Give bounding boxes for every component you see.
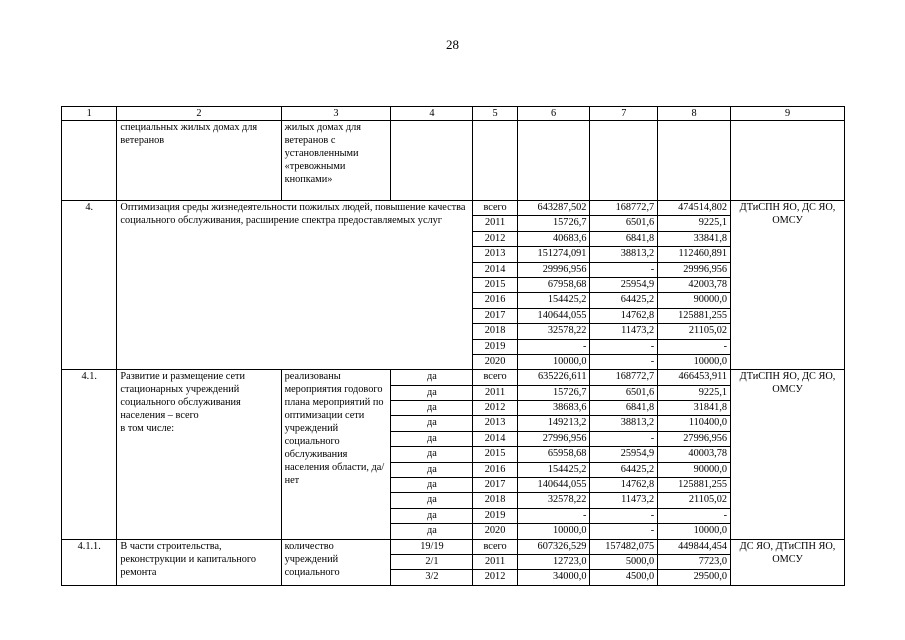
continuation-indicator: жилых домах для ветеранов с установленными «тревожными кнопками» [281,121,391,201]
federal-funding-cell: 14762,8 [590,478,658,493]
indicator-value-cell: 3/2 [391,570,473,585]
year-cell: 2017 [473,478,517,493]
regional-funding-cell: - [658,339,731,354]
indicator-cell: реализованы мероприятия годового плана мероприятий по оптимизации сети учреждений социального обслуживания населения области, да/нет [281,370,391,539]
regional-funding-cell: 125881,255 [658,478,731,493]
federal-funding-cell: - [590,354,658,369]
year-cell: 2014 [473,431,517,446]
regional-funding-cell: 466453,911 [658,370,731,385]
federal-funding-cell: 14762,8 [590,308,658,323]
federal-funding-cell: 4500,0 [590,570,658,585]
year-cell: 2016 [473,462,517,477]
regional-funding-cell: 9225,1 [658,216,731,231]
header-cell: 4 [391,107,473,121]
total-funding-cell: - [517,508,590,523]
year-cell: 2019 [473,508,517,523]
total-funding-cell: 15726,7 [517,216,590,231]
table-row [62,201,845,216]
total-funding-cell: 151274,091 [517,247,590,262]
year-cell: 2014 [473,262,517,277]
regional-funding-cell: - [658,508,731,523]
indicator-value-cell: да [391,478,473,493]
year-cell: 2011 [473,216,517,231]
total-funding-cell: 149213,2 [517,416,590,431]
section-subtitle: в том числе: [120,423,175,435]
section-number: 4.1.1. [62,539,117,585]
indicator-value-cell: 2/1 [391,554,473,569]
regional-funding-cell: 21105,02 [658,324,731,339]
federal-funding-cell: 38813,2 [590,247,658,262]
federal-funding-cell: 6841,8 [590,401,658,416]
year-cell: 2015 [473,277,517,292]
year-cell: 2017 [473,308,517,323]
year-cell: 2020 [473,354,517,369]
section-number: 4. [62,201,117,370]
federal-funding-cell: 64425,2 [590,462,658,477]
total-funding-cell: 67958,68 [517,277,590,292]
regional-funding-cell: 29500,0 [658,570,731,585]
total-funding-cell: 15726,7 [517,385,590,400]
indicator-value-cell: да [391,508,473,523]
federal-funding-cell: - [590,262,658,277]
indicator-value-cell: да [391,370,473,385]
total-funding-cell: 154425,2 [517,293,590,308]
total-funding-cell: 154425,2 [517,462,590,477]
year-cell: 2012 [473,570,517,585]
year-cell: 2016 [473,293,517,308]
regional-funding-cell: 90000,0 [658,293,731,308]
executor-cell: ДС ЯО, ДТиСПН ЯО, ОМСУ [731,539,845,585]
indicator-value-cell: да [391,385,473,400]
executor-cell: ДТиСПН ЯО, ДС ЯО, ОМСУ [731,370,845,539]
section-title: Оптимизация среды жизнедеятельности пожилых людей, повышение качества социального обслуживания, расширение спектра предоставляемых услуг [117,201,473,370]
federal-funding-cell: 25954,9 [590,277,658,292]
federal-funding-cell: 6841,8 [590,231,658,246]
indicator-value-cell: да [391,462,473,477]
year-cell: 2020 [473,524,517,539]
regional-funding-cell: 449844,454 [658,539,731,554]
regional-funding-cell: 7723,0 [658,554,731,569]
header-cell: 3 [281,107,391,121]
year-cell: 2012 [473,231,517,246]
regional-funding-cell: 90000,0 [658,462,731,477]
total-funding-cell: - [517,339,590,354]
federal-funding-cell: - [590,339,658,354]
federal-funding-cell: 11473,2 [590,324,658,339]
regional-funding-cell: 9225,1 [658,385,731,400]
regional-funding-cell: 10000,0 [658,354,731,369]
total-funding-cell: 38683,6 [517,401,590,416]
total-funding-cell: 29996,956 [517,262,590,277]
indicator-cell: количество учреждений социального [281,539,391,585]
header-cell: 7 [590,107,658,121]
regional-funding-cell: 125881,255 [658,308,731,323]
total-funding-cell: 32578,22 [517,493,590,508]
federal-funding-cell: 157482,075 [590,539,658,554]
section-title-cell [117,370,281,539]
executor-cell: ДТиСПН ЯО, ДС ЯО, ОМСУ [731,201,845,370]
program-table [61,106,845,586]
continuation-measure: специальных жилых домах для ветеранов [117,121,281,201]
section-number: 4.1. [62,370,117,539]
year-cell: всего [473,539,517,554]
total-funding-cell: 607326,529 [517,539,590,554]
year-cell: 2019 [473,339,517,354]
indicator-value-cell: да [391,401,473,416]
indicator-value-cell: да [391,431,473,446]
regional-funding-cell: 40003,78 [658,447,731,462]
regional-funding-cell: 110400,0 [658,416,731,431]
header-cell: 8 [658,107,731,121]
header-cell: 1 [62,107,117,121]
federal-funding-cell: - [590,431,658,446]
total-funding-cell: 40683,6 [517,231,590,246]
header-cell: 6 [517,107,590,121]
year-cell: всего [473,370,517,385]
federal-funding-cell: 11473,2 [590,493,658,508]
regional-funding-cell: 474514,802 [658,201,731,216]
year-cell: 2013 [473,247,517,262]
regional-funding-cell: 31841,8 [658,401,731,416]
total-funding-cell: 32578,22 [517,324,590,339]
indicator-value-cell: 19/19 [391,539,473,554]
total-funding-cell: 34000,0 [517,570,590,585]
federal-funding-cell: - [590,524,658,539]
federal-funding-cell: 5000,0 [590,554,658,569]
total-funding-cell: 140644,055 [517,478,590,493]
federal-funding-cell: 25954,9 [590,447,658,462]
federal-funding-cell: 38813,2 [590,416,658,431]
total-funding-cell: 12723,0 [517,554,590,569]
year-cell: 2011 [473,554,517,569]
header-cell: 5 [473,107,517,121]
continuation-row [62,121,845,201]
regional-funding-cell: 42003,78 [658,277,731,292]
total-funding-cell: 27996,956 [517,431,590,446]
header-row [62,107,845,121]
total-funding-cell: 643287,502 [517,201,590,216]
table-row [62,539,845,554]
total-funding-cell: 10000,0 [517,524,590,539]
total-funding-cell: 10000,0 [517,354,590,369]
total-funding-cell: 140644,055 [517,308,590,323]
federal-funding-cell: 6501,6 [590,385,658,400]
header-cell: 2 [117,107,281,121]
table-row [62,370,845,385]
indicator-value-cell: да [391,524,473,539]
year-cell: 2012 [473,401,517,416]
federal-funding-cell: - [590,508,658,523]
regional-funding-cell: 21105,02 [658,493,731,508]
regional-funding-cell: 112460,891 [658,247,731,262]
indicator-value-cell: да [391,416,473,431]
federal-funding-cell: 168772,7 [590,370,658,385]
year-cell: всего [473,201,517,216]
year-cell: 2018 [473,324,517,339]
section-title: В части строительства, реконструкции и капитального ремонта [117,539,281,585]
section-title: Развитие и размещение сети стационарных учреждений социального обслуживания населения – всего [120,371,246,422]
regional-funding-cell: 10000,0 [658,524,731,539]
indicator-value-cell: да [391,447,473,462]
indicator-value-cell: да [391,493,473,508]
year-cell: 2011 [473,385,517,400]
regional-funding-cell: 27996,956 [658,431,731,446]
year-cell: 2018 [473,493,517,508]
federal-funding-cell: 6501,6 [590,216,658,231]
total-funding-cell: 65958,68 [517,447,590,462]
header-cell: 9 [731,107,845,121]
regional-funding-cell: 33841,8 [658,231,731,246]
regional-funding-cell: 29996,956 [658,262,731,277]
page-number: 28 [446,37,459,52]
federal-funding-cell: 168772,7 [590,201,658,216]
federal-funding-cell: 64425,2 [590,293,658,308]
year-cell: 2013 [473,416,517,431]
total-funding-cell: 635226,611 [517,370,590,385]
year-cell: 2015 [473,447,517,462]
